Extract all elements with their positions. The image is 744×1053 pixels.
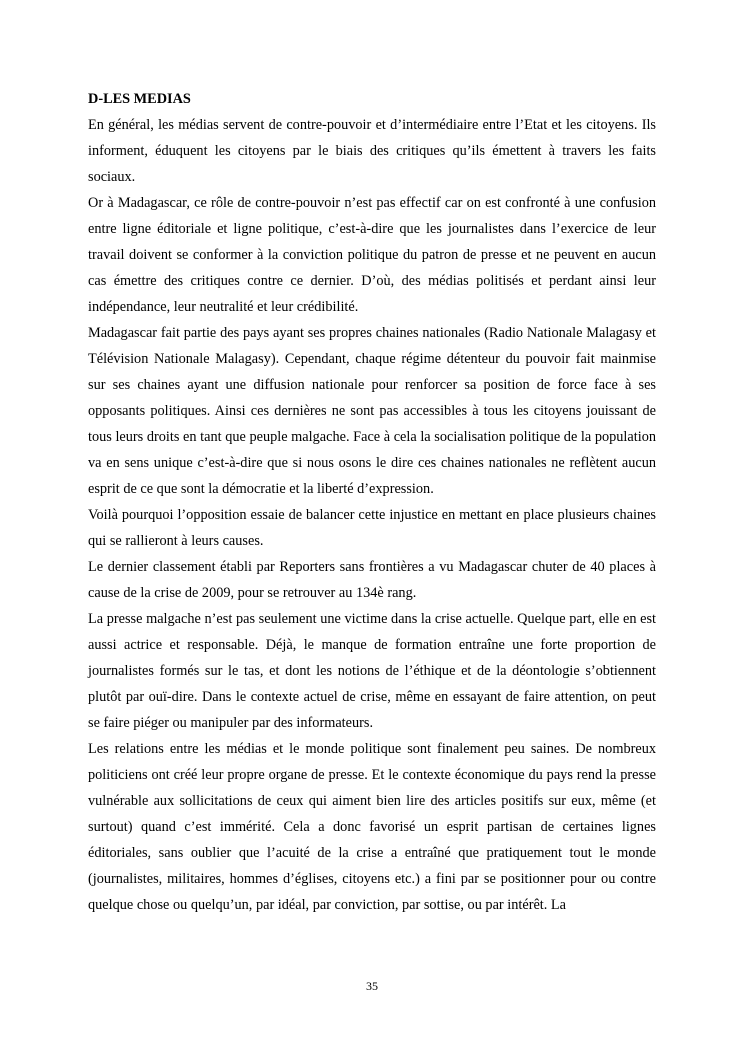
paragraph-contre-pouvoir: Or à Madagascar, ce rôle de contre-pouvoir n’est pas effectif car on est confronté à une confusion entre ligne éditoriale et ligne politique, c’est-à-dire que les journalistes dans l’exercice de leur travail doivent se conformer à la conviction politique du patron de presse et ne peuvent en aucun cas émettre des critiques contre ce dernier. D’où, des médias politisés et perdant ainsi leur indépendance, leur neutralité et leur crédibilité. <box>88 195 656 315</box>
paragraph-classement-rsf: Le dernier classement établi par Reporters sans frontières a vu Madagascar chuter de 40 places à cause de la crise de 2009, pour se retrouver au 134è rang. <box>88 559 656 601</box>
paragraph-role-des-medias: En général, les médias servent de contre-pouvoir et d’intermédiaire entre l’Etat et les citoyens. Ils informent, éduquent les citoyens par le biais des critiques qu’ils émettent à travers les faits sociaux. <box>88 117 656 185</box>
paragraph-chaines-nationales: Madagascar fait partie des pays ayant ses propres chaines nationales (Radio Nationale Malagasy et Télévision Nationale Malagasy). Cependant, chaque régime détenteur du pouvoir fait mainmise sur ses chaines ayant une diffusion nationale pour renforcer sa position de force face à ses opposants politiques. Ainsi ces dernières ne sont pas accessibles à tous les citoyens jouissant de tous leurs droits en tant que peuple malgache. Face à cela la socialisation politique de la population va en sens unique c’est-à-dire que si nous osons le dire ces chaines nationales ne reflètent aucun esprit de ce que sont la démocratie et la liberté d’expression. <box>88 325 656 497</box>
paragraph-relations-medias-politique: Les relations entre les médias et le monde politique sont finalement peu saines. De nombreux politiciens ont créé leur propre organe de presse. Et le contexte économique du pays rend la presse vulnérable aux sollicitations de ceux qui aiment bien lire des articles positifs sur eux, même (et surtout) quand c’est immérité. Cela a donc favorisé un esprit partisan de certaines lignes éditoriales, sans oublier que l’acuité de la crise a entraîné que pratiquement tout le monde (journalistes, militaires, hommes d’églises, citoyens etc.) a fini par se positionner pour ou contre quelque chose ou quelqu’un, par idéal, par conviction, par sottise, ou par intérêt. La <box>88 741 656 913</box>
paragraph-presse-malgache: La presse malgache n’est pas seulement une victime dans la crise actuelle. Quelque part, elle en est aussi actrice et responsable. Déjà, le manque de formation entraîne une forte proportion de journalistes formés sur le tas, et dont les notions de l’éthique et de la déontologie s’obtiennent plutôt par ouï-dire. Dans le contexte actuel de crise, même en essayant de faire attention, on peut se faire piéger ou manipuler par des informateurs. <box>88 611 656 731</box>
paragraph-opposition: Voilà pourquoi l’opposition essaie de balancer cette injustice en mettant en place plusieurs chaines qui se rallieront à leurs causes. <box>88 507 656 549</box>
document-page <box>88 86 656 918</box>
page-number: 35 <box>366 979 378 993</box>
section-heading: D-LES MEDIAS <box>88 91 191 107</box>
